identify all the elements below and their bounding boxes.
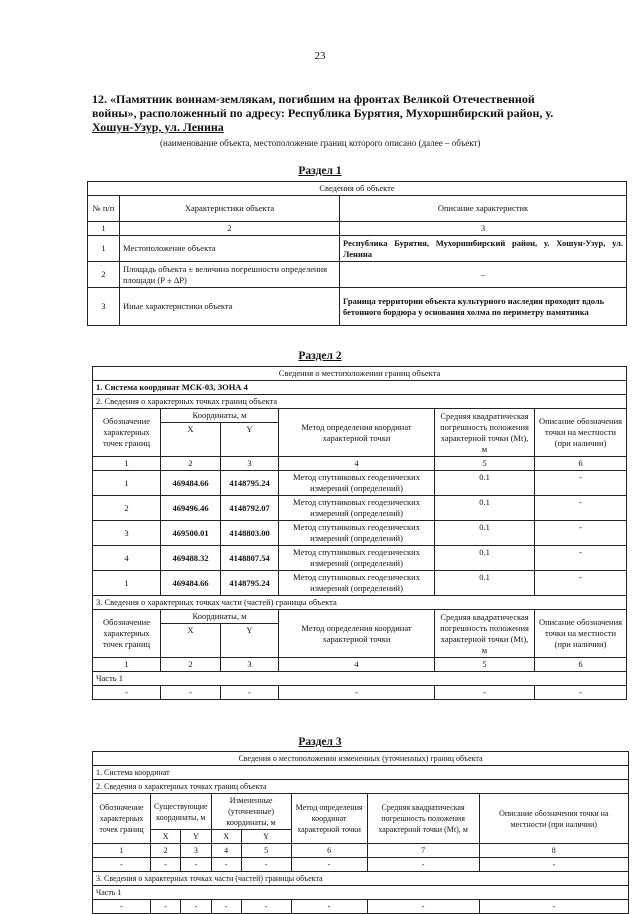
s2-x: 469496.46 (161, 496, 221, 521)
s2-error: 0.1 (435, 546, 535, 571)
dash-cell: - (479, 900, 628, 914)
s2p-h-method: Метод определения координат характерной точки (279, 610, 435, 658)
s2-h-method: Метод определения координат характерной точки (279, 409, 435, 457)
s2-h-y: Y (221, 423, 279, 457)
s2-desc: - (535, 546, 627, 571)
dash-cell: - (291, 900, 367, 914)
s1-char: Местоположение объекта (120, 236, 340, 262)
s2-method: Метод спутниковых геодезических измерений (определений) (279, 496, 435, 521)
section-2-title: Раздел 2 (298, 350, 342, 362)
page-number: 23 (314, 50, 326, 62)
dash-cell: - (211, 900, 241, 914)
s2-h-x: X (161, 423, 221, 457)
section-3-title: Раздел 3 (298, 736, 342, 748)
s1-desc: – (340, 262, 627, 288)
s2p-idx: 5 (435, 658, 535, 672)
s2-error: 0.1 (435, 496, 535, 521)
s2-h-error: Средняя квадратическая погрешность положения характерной точки (Мt), м (435, 409, 535, 457)
table-row (88, 288, 627, 326)
s3-h-changed: Измененные (уточненные) координаты, м (211, 794, 291, 830)
s2-error: 0.1 (435, 571, 535, 596)
s3-h-error: Средняя квадратическая погрешность положения характерной точки (Мt), м (367, 794, 479, 844)
section-3-table (92, 751, 629, 914)
s2p-h-coords: Координаты, м (161, 610, 279, 624)
s3-h-point: Обозначение характерных точек границ (93, 794, 151, 844)
s2p-idx: 2 (161, 658, 221, 672)
s2-point: 4 (93, 546, 161, 571)
s2p-h-desc: Описание обозначения точки на местности (при наличии) (535, 610, 627, 658)
dash-cell: - (93, 858, 151, 872)
s2-method: Метод спутниковых геодезических измерений (определений) (279, 521, 435, 546)
s2-h-point: Обозначение характерных точек границ (93, 409, 161, 457)
s2p-h-error: Средняя квадратическая погрешность положения характерной точки (Мt), м (435, 610, 535, 658)
s2-point: 1 (93, 571, 161, 596)
dash-cell: - (181, 858, 211, 872)
dash-cell: - (161, 686, 221, 700)
s3-h-desc: Описание обозначения точки на местности (при наличии) (479, 794, 628, 844)
s2-method: Метод спутниковых геодезических измерений (определений) (279, 546, 435, 571)
table-row (93, 521, 627, 546)
s3-h-existing: Существующие координаты, м (151, 794, 212, 830)
s2-desc: - (535, 521, 627, 546)
s2-idx: 3 (221, 457, 279, 471)
s3-idx: 7 (367, 844, 479, 858)
dash-cell: - (93, 900, 151, 914)
s2-point: 1 (93, 471, 161, 496)
s2-point: 2 (93, 496, 161, 521)
heading-line-3: Хошун-Узур, ул. Ленина (92, 120, 224, 134)
s3-idx: 6 (291, 844, 367, 858)
document-heading (92, 92, 627, 134)
dash-cell: - (181, 900, 211, 914)
s2p-h-point: Обозначение характерных точек границ (93, 610, 161, 658)
s1-num: 2 (88, 262, 120, 288)
s2p-idx: 1 (93, 658, 161, 672)
s1-num: 3 (88, 288, 120, 326)
s1-num: 1 (88, 236, 120, 262)
dash-cell: - (151, 900, 181, 914)
s2-idx: 1 (93, 457, 161, 471)
s2-point: 3 (93, 521, 161, 546)
s3-points-title: 2. Сведения о характерных точках границ объекта (93, 780, 629, 794)
s2-y: 4148803.00 (221, 521, 279, 546)
s3-idx: 5 (241, 844, 291, 858)
s1-idx: 1 (88, 222, 120, 236)
dash-cell: - (151, 858, 181, 872)
s3-part-label: Часть 1 (93, 886, 629, 900)
s2-idx: 6 (535, 457, 627, 471)
s3-idx: 2 (151, 844, 181, 858)
dash-cell: - (221, 686, 279, 700)
points-title: 2. Сведения о характерных точках границ объекта (93, 395, 627, 409)
s2-desc: - (535, 496, 627, 521)
s3-idx: 3 (181, 844, 211, 858)
table-row (93, 571, 627, 596)
s2-error: 0.1 (435, 471, 535, 496)
s2-y: 4148795.24 (221, 571, 279, 596)
s2-idx: 4 (279, 457, 435, 471)
s1-char: Площадь объекта ± величина погрешности определения площади (Р ± ΔР) (120, 262, 340, 288)
s3-idx: 1 (93, 844, 151, 858)
table-row (93, 546, 627, 571)
table-row (88, 236, 627, 262)
section-3-table-title: Сведения о местоположении измененных (уточненных) границ объекта (93, 752, 629, 766)
table-row (93, 686, 627, 700)
s2p-idx: 3 (221, 658, 279, 672)
dash-cell: - (367, 900, 479, 914)
s3-h-x: X (211, 830, 241, 844)
s1-desc: Республика Бурятия, Мухоршибирский район, у. Хошун-Узур, ул. Ленина (340, 236, 627, 262)
heading-caption: (наименование объекта, местоположение границ которого описано (далее – объект) (160, 138, 481, 148)
s2-x: 469484.66 (161, 571, 221, 596)
s2p-h-y: Y (221, 624, 279, 658)
s2p-idx: 6 (535, 658, 627, 672)
s1-idx: 2 (120, 222, 340, 236)
s1-col-desc: Описание характеристик (340, 196, 627, 222)
s2p-idx: 4 (279, 658, 435, 672)
s2-y: 4148807.54 (221, 546, 279, 571)
s2-desc: - (535, 471, 627, 496)
s3-coordinate-system: 1. Система координат (93, 766, 629, 780)
s1-col-char: Характеристики объекта (120, 196, 340, 222)
table-row (93, 900, 629, 914)
section-1-title: Раздел 1 (298, 165, 342, 177)
coordinate-system (93, 381, 627, 395)
table-row (93, 496, 627, 521)
s2-x: 469488.32 (161, 546, 221, 571)
dash-cell: - (479, 858, 628, 872)
heading-line-1: 12. «Памятник воинам-землякам, погибшим на фронтах Великой Отечественной (92, 92, 535, 106)
s2p-h-x: X (161, 624, 221, 658)
dash-cell: - (535, 686, 627, 700)
s1-col-num: № п/п (88, 196, 120, 222)
s2-method: Метод спутниковых геодезических измерений (определений) (279, 571, 435, 596)
s2-y: 4148792.07 (221, 496, 279, 521)
s2-idx: 2 (161, 457, 221, 471)
table-row (93, 858, 629, 872)
s3-h-x: X (151, 830, 181, 844)
part-title: 3. Сведения о характерных точках части (частей) границы объекта (93, 596, 627, 610)
dash-cell: - (367, 858, 479, 872)
dash-cell: - (93, 686, 161, 700)
dash-cell: - (435, 686, 535, 700)
s3-idx: 4 (211, 844, 241, 858)
dash-cell: - (211, 858, 241, 872)
section-2-table-title: Сведения о местоположении границ объекта (93, 367, 627, 381)
heading-line-2: войны», расположенный по адресу: Республика Бурятия, Мухоршибирский район, у. (92, 106, 554, 120)
s3-part-title: 3. Сведения о характерных точках части (частей) границы объекта (93, 872, 629, 886)
s2-x: 469484.66 (161, 471, 221, 496)
s3-idx: 8 (479, 844, 628, 858)
s2-x: 469500.01 (161, 521, 221, 546)
dash-cell: - (241, 858, 291, 872)
s1-char: Иные характеристики объекта (120, 288, 340, 326)
part-label: Часть 1 (93, 672, 627, 686)
section-2-table (92, 366, 627, 700)
s3-h-method: Метод определения координат характерной точки (291, 794, 367, 844)
s2-y: 4148795.24 (221, 471, 279, 496)
section-1-table (87, 181, 627, 326)
table-row (93, 471, 627, 496)
table-row (88, 262, 627, 288)
s1-idx: 3 (340, 222, 627, 236)
s2-error: 0.1 (435, 521, 535, 546)
coordinate-system-label: 1. Система координат МСК-03, ЗОНА 4 (96, 382, 248, 392)
s3-h-y: Y (181, 830, 211, 844)
s2-h-coords: Координаты, м (161, 409, 279, 423)
dash-cell: - (291, 858, 367, 872)
s2-h-desc: Описание обозначения точки на местности (при наличии) (535, 409, 627, 457)
s2-desc: - (535, 571, 627, 596)
dash-cell: - (241, 900, 291, 914)
s2-method: Метод спутниковых геодезических измерений (определений) (279, 471, 435, 496)
s1-desc: Граница территории объекта культурного наследия проходит вдоль бетонного бордюра у основания холма по периметру памятника (340, 288, 627, 326)
dash-cell: - (279, 686, 435, 700)
section-1-table-title: Сведения об объекте (88, 182, 627, 196)
s2-idx: 5 (435, 457, 535, 471)
s3-h-y: Y (241, 830, 291, 844)
